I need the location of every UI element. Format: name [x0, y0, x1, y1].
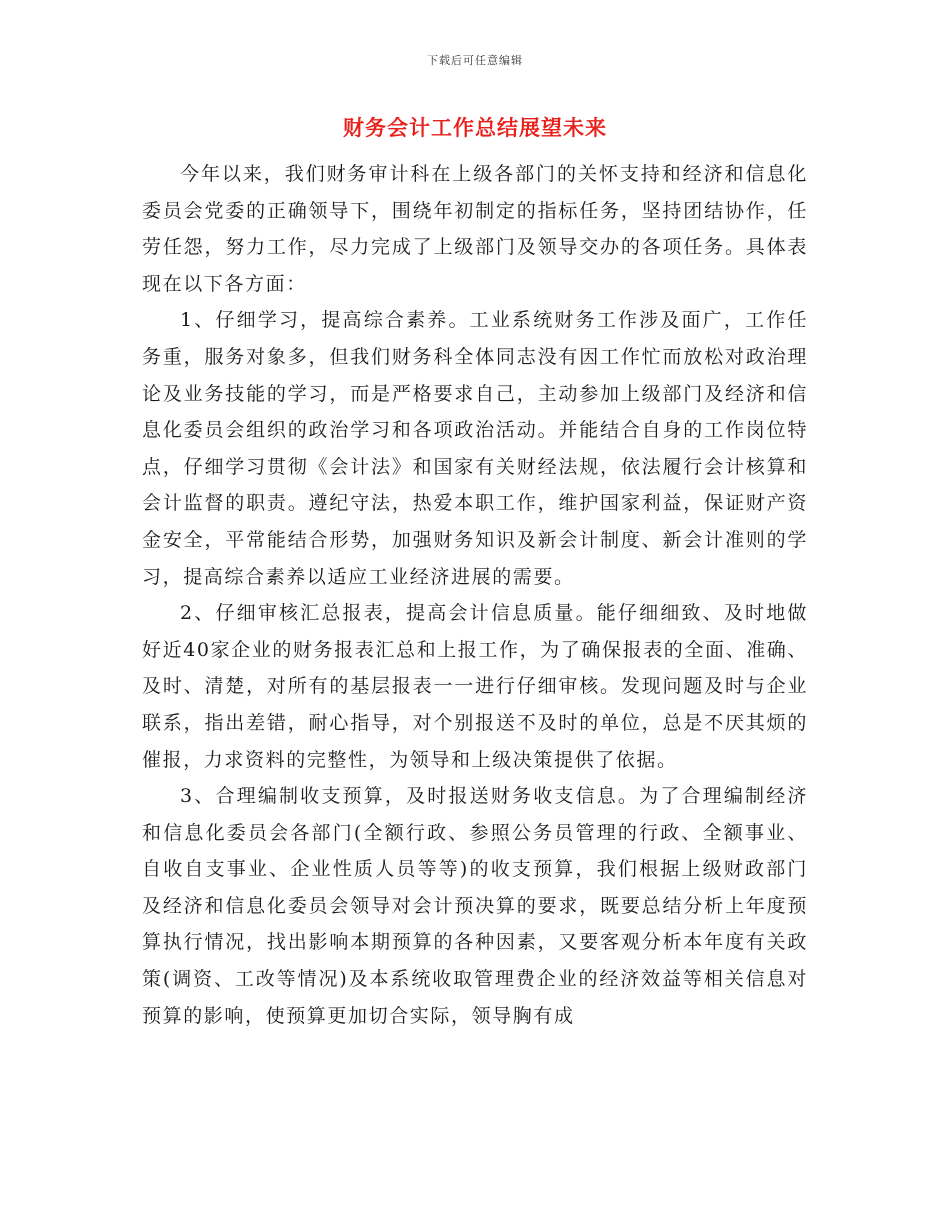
- document-body: [142, 156, 808, 1034]
- paragraph-1: 1、仔细学习，提高综合素养。工业系统财务工作涉及面广，工作任务重，服务对象多，但我们财务科全体同志没有因工作忙而放松对政治理论及业务技能的学习，而是严格要求自己，主动参加上级部门及经济和信息化委员会组织的政治学习和各项政治活动。并能结合自身的工作岗位特点，仔细学习贯彻《会计法》和国家有关财经法规，依法履行会计核算和会计监督的职责。遵纪守法，热爱本职工作，维护国家利益，保证财产资金安全，平常能结合形势，加强财务知识及新会计制度、新会计准则的学习，提高综合素养以适应工业经济进展的需要。: [142, 309, 808, 588]
- header-note: 下载后可任意编辑: [427, 54, 523, 67]
- paragraph-2: 2、仔细审核汇总报表，提高会计信息质量。能仔细细致、及时地做好近40家企业的财务报表汇总和上报工作，为了确保报表的全面、准确、及时、清楚，对所有的基层报表一一进行仔细审核。发现问题及时与企业联系，指出差错，耐心指导，对个别报送不及时的单位，总是不厌其烦的催报，力求资料的完整性，为领导和上级决策提供了依据。: [142, 602, 808, 771]
- document-title: 财务会计工作总结展望未来: [343, 116, 607, 140]
- paragraph-intro: 今年以来，我们财务审计科在上级各部门的关怀支持和经济和信息化委员会党委的正确领导下，围绕年初制定的指标任务，坚持团结协作，任劳任怨，努力工作，尽力完成了上级部门及领导交办的各项任务。具体表现在以下各方面：: [142, 163, 808, 295]
- paragraph-3: 3、合理编制收支预算，及时报送财务收支信息。为了合理编制经济和信息化委员会各部门(全额行政、参照公务员管理的行政、全额事业、自收自支事业、企业性质人员等等)的收支预算，我们根据上级财政部门及经济和信息化委员会领导对会计预决算的要求，既要总结分析上年度预算执行情况，找出影响本期预算的各种因素，又要客观分析本年度有关政策(调资、工改等情况)及本系统收取管理费企业的经济效益等相关信息对预算的影响，使预算更加切合实际，领导胸有成: [142, 785, 808, 1027]
